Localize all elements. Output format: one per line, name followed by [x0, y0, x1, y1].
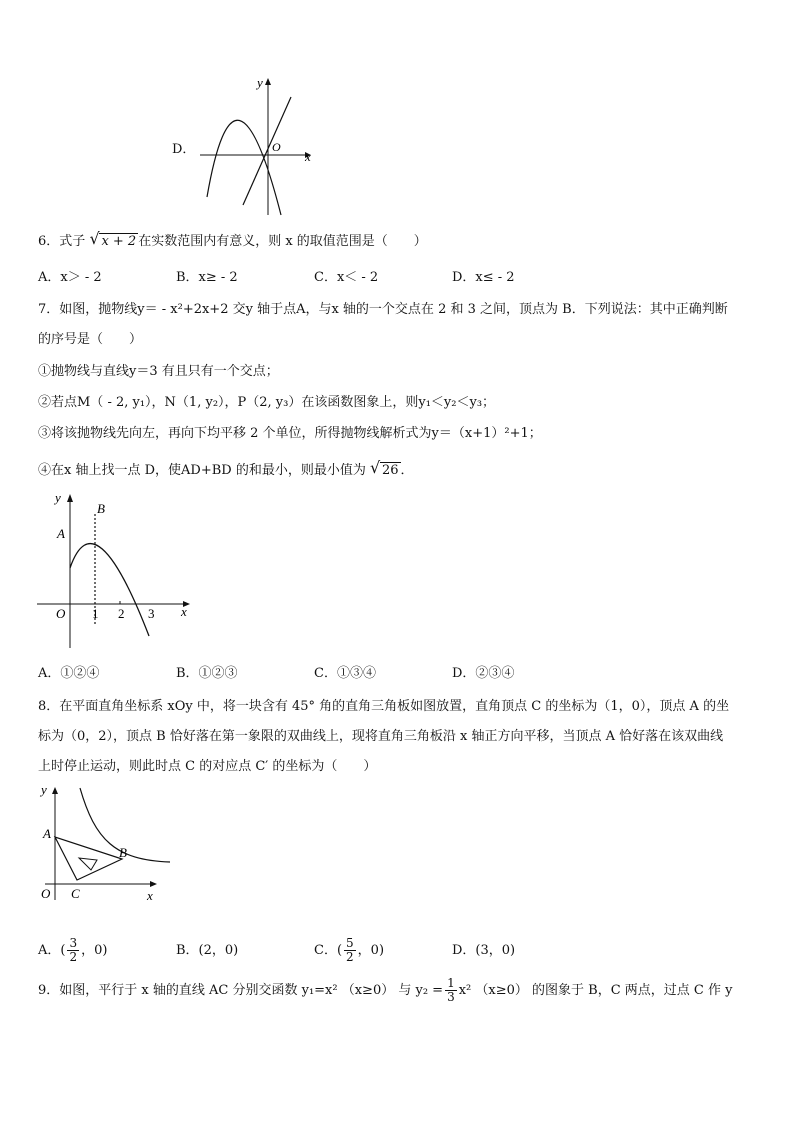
parabola-curve [207, 120, 281, 215]
y-axis-arrow [265, 78, 271, 85]
q6-option-d[interactable]: D．x≤ - 2 [452, 270, 515, 285]
q7-s4-prefix: ④在x 轴上找一点 D，使AD+BD 的和最小，则最小值为 [38, 463, 366, 478]
y-axis-label: y [41, 782, 47, 797]
q9-fraction-den: 3 [447, 990, 455, 1004]
y-axis-arrow [52, 787, 58, 794]
q8-option-c-suffix: ，0) [357, 943, 385, 958]
q7-s4-sqrt: √ 26 [369, 458, 399, 478]
q8-option-a[interactable] [38, 936, 107, 966]
q6-option-a[interactable]: A．x＞ - 2 [38, 270, 102, 285]
q9-suffix: x² （x≥0） 的图象于 B，C 两点，过点 C 作 y [458, 983, 733, 998]
q8-option-c-prefix: C．( [314, 943, 343, 958]
x-axis-arrow [150, 881, 157, 887]
q9-stem [38, 976, 732, 1006]
q8-stem-line1: 8．在平面直角坐标系 xOy 中，将一块含有 45° 角的直角三角板如图放置，直角顶点 C 的坐标为（1，0），顶点 A 的坐 [38, 699, 730, 714]
q9-fraction-num: 1 [447, 976, 455, 990]
q7-statement-1: ①抛物线与直线y＝3 有且只有一个交点； [38, 364, 279, 379]
y-axis-label: y [257, 75, 263, 90]
q6-radicand: x + 2 [101, 234, 137, 249]
point-a-label: A [57, 526, 65, 541]
line-curve [243, 97, 291, 205]
q8-graph [35, 780, 180, 905]
q7-option-b[interactable]: B．①②③ [176, 666, 238, 681]
q8-option-c-fraction [344, 937, 356, 964]
q8-stem-line2: 标为（0，2），顶点 B 恰好落在第一象限的双曲线上，现将直角三角板沿 x 轴正方向平移，当顶点 A 恰好落在该双曲线 [38, 729, 724, 744]
q7-s4-radicand: 26 [381, 463, 399, 478]
q7-statement-4 [38, 458, 414, 481]
q8-option-a-suffix: ，0) [81, 943, 108, 958]
q8-option-c-den: 2 [346, 950, 354, 964]
point-b-label: B [119, 845, 127, 860]
q8-option-b[interactable]: B．(2，0) [176, 943, 239, 958]
origin-label: O [41, 886, 51, 901]
q8-stem-line3: 上时停止运动，则此时点 C 的对应点 C′ 的坐标为（ ） [38, 759, 377, 774]
q6-number: 6． [38, 234, 60, 249]
tick-label-3: 3 [148, 606, 155, 621]
point-a-label: A [43, 826, 51, 841]
triangle-board-inner [79, 858, 97, 870]
q7-statement-2: ②若点M（ - 2, y₁），N（1, y₂），P（2, y₃）在该函数图象上，则y₁＜y₂＜y₃； [38, 395, 496, 410]
q6-stem [38, 229, 427, 252]
q8-option-c[interactable] [314, 936, 384, 966]
q6-suffix: 在实数范围内有意义，则 x 的取值范围是（ ） [138, 234, 427, 249]
q6-option-c[interactable]: C．x＜ - 2 [314, 270, 379, 285]
point-c-label: C [71, 886, 80, 901]
q7-statement-3: ③将该抛物线先向左，再向下均平移 2 个单位，所得抛物线解析式为y＝（x+1）²+1； [38, 426, 542, 441]
origin-label: O [272, 140, 281, 154]
x-axis-label: x [181, 604, 187, 619]
parabola-curve [70, 544, 149, 636]
q8-option-a-den: 2 [69, 950, 78, 964]
q9-fraction [445, 977, 457, 1004]
tick-label-2: 2 [118, 606, 125, 621]
q8-option-a-num: 3 [69, 936, 78, 950]
q8-option-c-num: 5 [346, 936, 354, 950]
q7-stem-line2: 的序号是（ ） [38, 332, 143, 347]
x-axis-label: x [305, 149, 311, 164]
triangle-board-outer [55, 837, 122, 880]
option-d-graph [195, 75, 325, 220]
option-d-label: D． [172, 142, 196, 157]
q7-stem-line1: 7．如图，抛物线y＝ - x²+2x+2 交y 轴于点A，与x 轴的一个交点在 2 和 3 之间，顶点为 B．下列说法：其中正确判断 [38, 302, 728, 317]
q7-option-c[interactable]: C．①③④ [314, 666, 376, 681]
q7-option-d[interactable]: D．②③④ [452, 666, 515, 681]
y-axis-label: y [55, 490, 61, 505]
y-axis-arrow [67, 494, 73, 502]
q7-s4-suffix: ． [400, 463, 414, 478]
q7-graph [35, 488, 195, 653]
q7-option-a[interactable]: A．①②④ [38, 666, 100, 681]
q6-option-b[interactable]: B．x≥ - 2 [176, 270, 238, 285]
q6-sqrt: √ x + 2 [89, 229, 137, 249]
q8-option-a-fraction [67, 937, 79, 964]
q8-option-d[interactable]: D．(3，0) [452, 943, 516, 958]
q9-prefix: 9．如图，平行于 x 轴的直线 AC 分别交函数 y₁=x² （x≥0） 与 y₂ = [38, 983, 444, 998]
q6-prefix: 式子 [59, 234, 86, 249]
x-axis-label: x [147, 888, 153, 903]
tick-label-1: 1 [92, 606, 99, 621]
origin-label: O [56, 606, 66, 621]
point-b-label: B [97, 501, 105, 516]
q8-option-a-prefix: A．( [38, 943, 66, 958]
